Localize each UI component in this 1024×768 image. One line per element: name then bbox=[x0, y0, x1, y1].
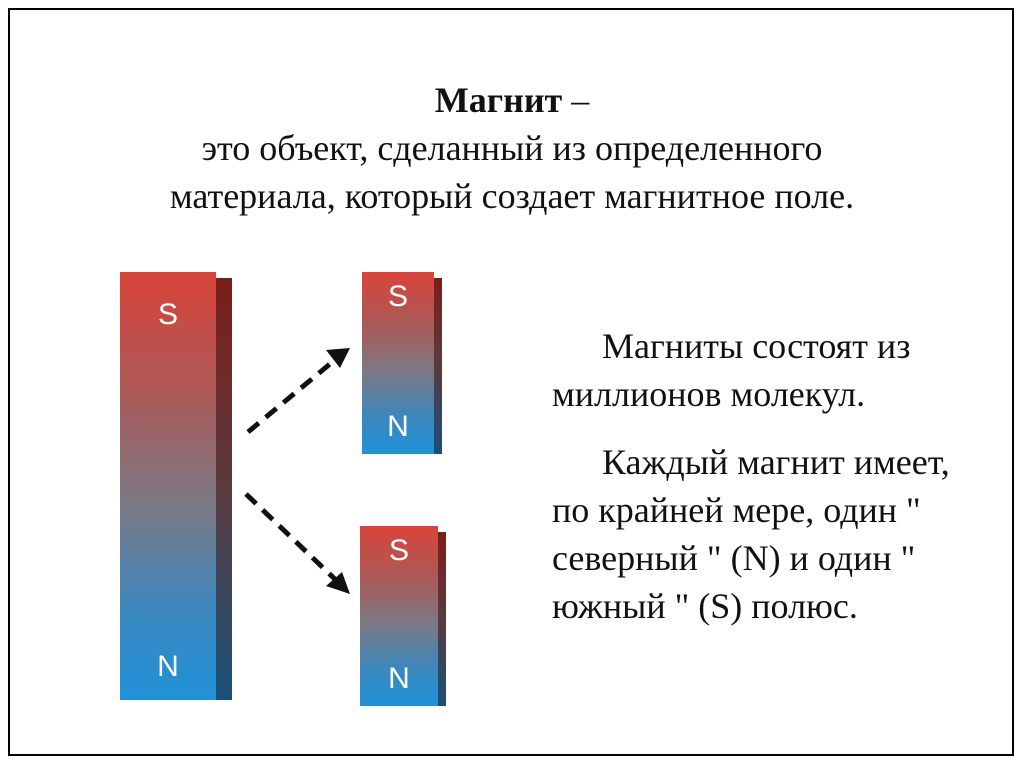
heading-dash: – bbox=[562, 80, 590, 120]
small-magnet-bottom-pole-s: S bbox=[388, 534, 409, 567]
paragraph-poles: Каждый магнит имеет, по крайней мере, один " северный " (N) и один " южный " (S) полюс. bbox=[552, 442, 950, 626]
heading-title: Магнит bbox=[434, 80, 563, 120]
large-magnet-pole-n: N bbox=[157, 650, 179, 683]
small-magnet-top-pole-n: N bbox=[387, 410, 409, 443]
paragraph-molecules: Магниты состоят из миллионов молекул. bbox=[552, 326, 911, 414]
arrow-down-icon bbox=[246, 494, 350, 594]
arrow-up-icon bbox=[248, 348, 350, 432]
small-magnet-bottom-pole-n: N bbox=[388, 662, 410, 695]
large-magnet-pole-s: S bbox=[157, 298, 178, 331]
small-magnet-top-pole-s: S bbox=[387, 280, 408, 313]
right-text-block bbox=[552, 322, 992, 630]
heading-line-3: материала, который создает магнитное поле. bbox=[169, 176, 855, 216]
heading-line-2: это объект, сделанный из определенного bbox=[201, 128, 823, 168]
